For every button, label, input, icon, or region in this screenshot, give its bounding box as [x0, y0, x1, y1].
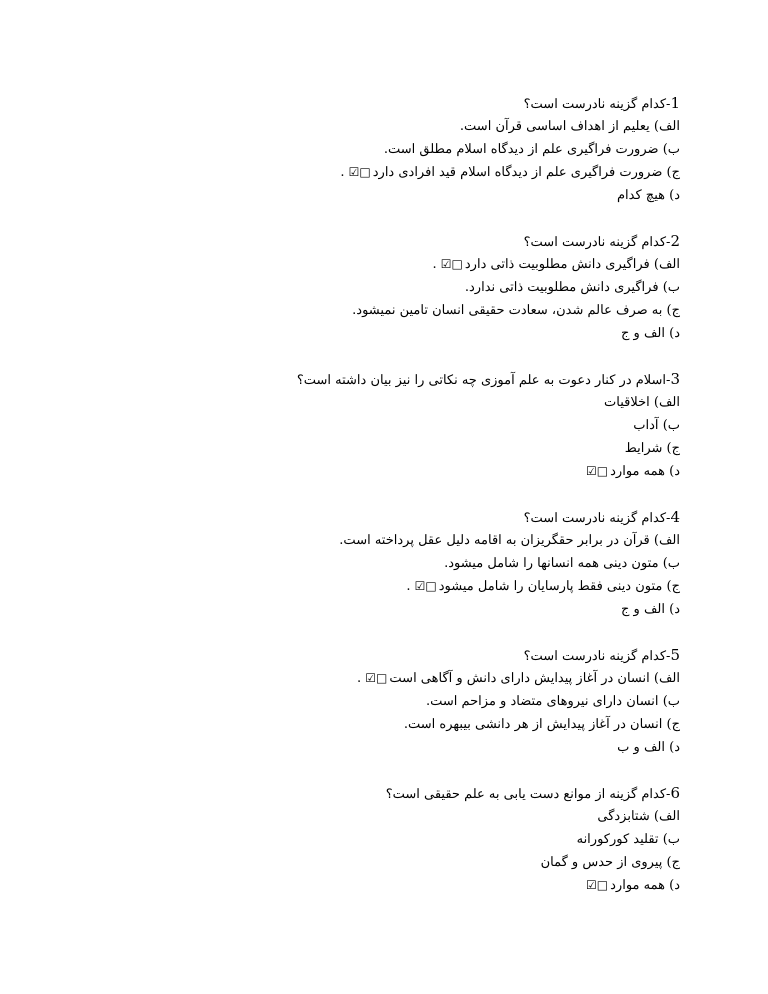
option-label: ج) — [666, 165, 680, 180]
checkbox-checked-icon: □☑ — [440, 257, 463, 271]
option-text: شتابزدگی — [597, 809, 650, 824]
option-label: ج) — [666, 579, 680, 594]
option-label: د) — [669, 326, 680, 341]
option-text: ضرورت فراگیری علم از دیدگاه اسلام قید افرادی دارد — [372, 165, 663, 180]
answer-option — [120, 575, 680, 598]
question-title — [120, 230, 680, 253]
option-text: تقلید کورکورانه — [576, 832, 659, 847]
checkbox-checked-icon: □☑ — [414, 579, 437, 593]
question-number: 2 — [670, 232, 680, 250]
option-label: الف) — [653, 395, 680, 410]
answer-option — [120, 690, 680, 713]
answer-option — [120, 598, 680, 621]
option-text: هیچ کدام — [617, 188, 665, 203]
question-text: -کدام گزینه نادرست است؟ — [523, 511, 671, 526]
option-label: د) — [669, 464, 680, 479]
answer-option — [120, 437, 680, 460]
option-label: د) — [669, 602, 680, 617]
option-text: الف و ج — [621, 326, 665, 341]
answer-option — [120, 184, 680, 207]
option-label: ب) — [662, 556, 680, 571]
option-label: ج) — [666, 855, 680, 870]
option-text: انسان در آغاز پیدایش دارای دانش و آگاهی است — [389, 671, 650, 686]
answer-option — [120, 713, 680, 736]
option-label: ج) — [666, 441, 680, 456]
question-title — [120, 506, 680, 529]
answer-option — [120, 276, 680, 299]
checkbox-checked-icon: □☑ — [348, 165, 371, 179]
question-title — [120, 368, 680, 391]
option-text: انسان در آغاز پیدایش از هر دانشی بیبهره است. — [403, 717, 663, 732]
answer-option — [120, 414, 680, 437]
option-label: الف) — [653, 809, 680, 824]
option-label: ج) — [666, 303, 680, 318]
answer-option — [120, 851, 680, 874]
question-block — [120, 644, 680, 759]
quiz-document — [120, 92, 680, 920]
question-number: 5 — [670, 646, 680, 664]
option-text: الف و ب — [617, 740, 665, 755]
option-label: الف) — [653, 533, 680, 548]
checkbox-checked-icon: □☑ — [586, 464, 609, 478]
checkbox-checked-icon: □☑ — [586, 878, 609, 892]
question-title — [120, 782, 680, 805]
option-text: شرایط — [624, 441, 663, 456]
option-label: ب) — [662, 832, 680, 847]
option-text: ضرورت فراگیری علم از دیدگاه اسلام مطلق است. — [383, 142, 659, 157]
option-label: د) — [669, 188, 680, 203]
question-number: 1 — [670, 94, 680, 112]
question-text: -کدام گزینه نادرست است؟ — [523, 235, 671, 250]
answer-option — [120, 874, 680, 897]
question-text: -کدام گزینه از موانع دست یابی به علم حقیقی است؟ — [385, 787, 671, 802]
question-text: -کدام گزینه نادرست است؟ — [523, 97, 671, 112]
option-label: د) — [669, 740, 680, 755]
option-suffix: . — [357, 671, 362, 686]
question-title — [120, 644, 680, 667]
question-block — [120, 506, 680, 621]
option-label: الف) — [653, 119, 680, 134]
option-label: الف) — [653, 257, 680, 272]
option-suffix: . — [432, 257, 437, 272]
question-number: 3 — [670, 370, 680, 388]
question-block — [120, 782, 680, 897]
question-number: 6 — [670, 784, 680, 802]
option-text: آداب — [633, 418, 659, 433]
option-text: الف و ج — [621, 602, 665, 617]
question-block — [120, 92, 680, 207]
option-label: الف) — [653, 671, 680, 686]
option-label: ج) — [666, 717, 680, 732]
option-text: همه موارد — [610, 878, 665, 893]
answer-option — [120, 391, 680, 414]
answer-option — [120, 529, 680, 552]
answer-option — [120, 552, 680, 575]
answer-option — [120, 805, 680, 828]
option-text: همه موارد — [610, 464, 665, 479]
question-block — [120, 230, 680, 345]
option-text: متون دینی همه انسانها را شامل میشود. — [444, 556, 659, 571]
checkbox-checked-icon: □☑ — [365, 671, 388, 685]
question-text: -کدام گزینه نادرست است؟ — [523, 649, 671, 664]
option-text: فراگیری دانش مطلوبیت ذاتی ندارد. — [464, 280, 659, 295]
option-label: ب) — [662, 280, 680, 295]
option-label: ب) — [662, 694, 680, 709]
question-title — [120, 92, 680, 115]
option-text: فراگیری دانش مطلوبیت ذاتی دارد — [464, 257, 650, 272]
answer-option — [120, 299, 680, 322]
answer-option — [120, 161, 680, 184]
answer-option — [120, 667, 680, 690]
option-text: قرآن در برابر حقگریزان به اقامه دلیل عقل پرداخته است. — [339, 533, 650, 548]
answer-option — [120, 736, 680, 759]
answer-option — [120, 828, 680, 851]
option-label: ب) — [662, 418, 680, 433]
answer-option — [120, 138, 680, 161]
option-suffix: . — [340, 165, 345, 180]
option-text: اخلاقیات — [604, 395, 650, 410]
option-text: یعلیم از اهداف اساسی قرآن است. — [459, 119, 650, 134]
option-label: د) — [669, 878, 680, 893]
question-text: -اسلام در کنار دعوت به علم آموزی چه نکاتی را نیز بیان داشته است؟ — [296, 373, 671, 388]
option-label: ب) — [662, 142, 680, 157]
answer-option — [120, 460, 680, 483]
answer-option — [120, 322, 680, 345]
question-block — [120, 368, 680, 483]
option-text: انسان دارای نیروهای متضاد و مزاحم است. — [425, 694, 659, 709]
option-text: به صرف عالم شدن، سعادت حقیقی انسان تامین نمیشود. — [352, 303, 663, 318]
answer-option — [120, 115, 680, 138]
option-text: پیروی از حدس و گمان — [540, 855, 663, 870]
answer-option — [120, 253, 680, 276]
option-suffix: . — [406, 579, 411, 594]
option-text: متون دینی فقط پارسایان را شامل میشود — [438, 579, 663, 594]
question-number: 4 — [670, 508, 680, 526]
